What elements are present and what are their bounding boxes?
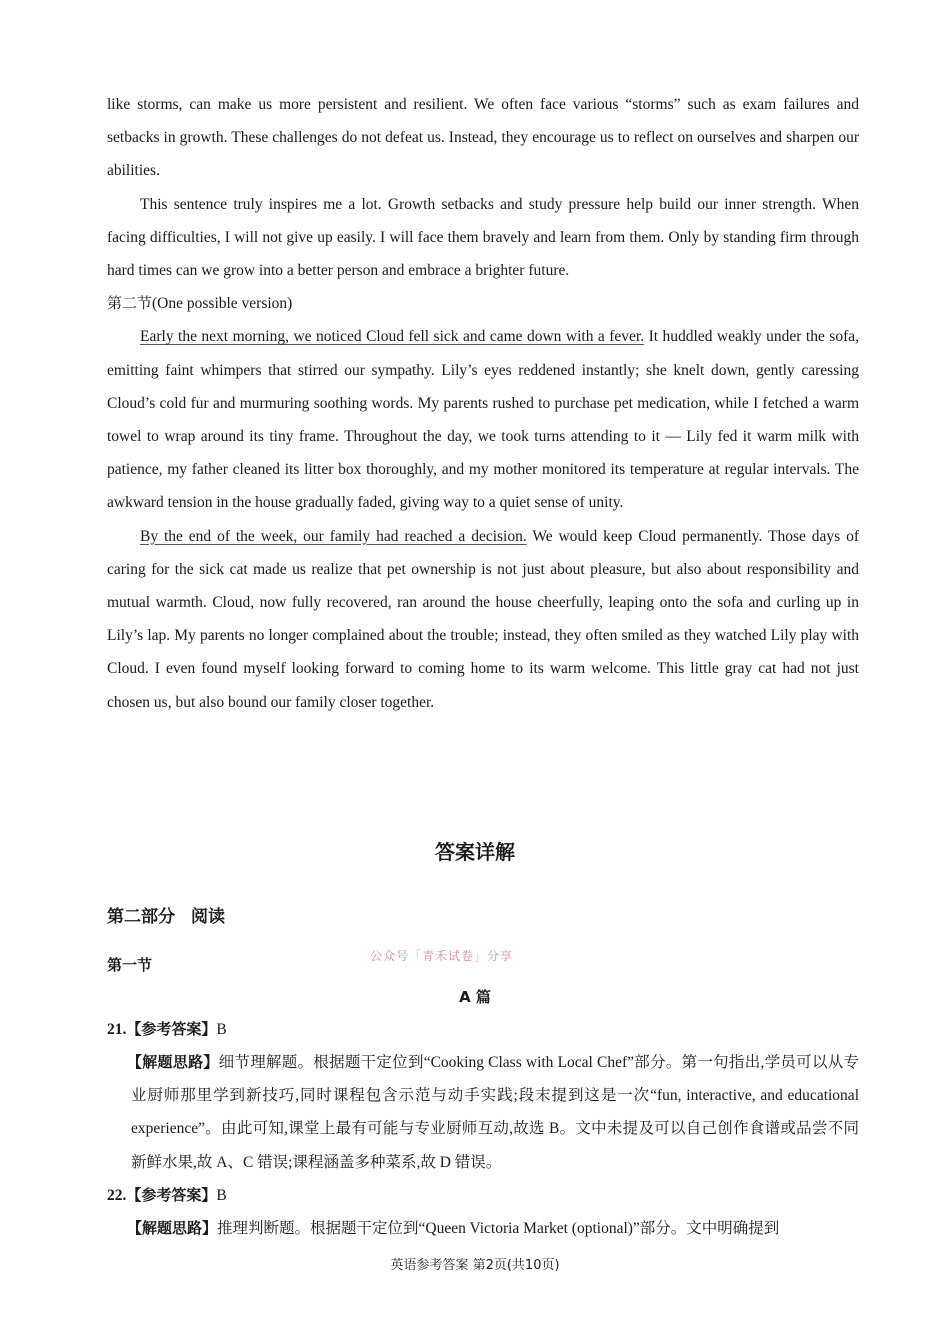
q22-number: 22. (107, 1187, 127, 1204)
q21-explanation (127, 1046, 859, 1179)
q21-answer: B (216, 1021, 227, 1038)
q21-number: 21. (107, 1021, 127, 1038)
answers-title: 答案详解 (435, 840, 515, 864)
part-name: 阅读 (191, 907, 225, 927)
given-opening-sentence-1: Early the next morning, we noticed Cloud fell sick and came down with a fever. (140, 328, 645, 346)
q22-answer: B (216, 1187, 227, 1204)
continuation-text-2: We would keep Cloud permanently. Those days of caring for the sick cat made us realize that pet ownership is not just about pleasure, but also about responsibility and mutual warmth. Cloud, now fully recovered, ran around the house cheerfully, leaping onto the sofa and curling up in Lily’s lap. My parents no longer complained about the trouble; instead, they often smiled as they watched Lily play with Cloud. I even found myself looking forward to coming home to its warm welcome. This little gray cat had not just chosen us, but also bound our family closer together. (107, 527, 859, 711)
watermark-stamp: 公众号「青禾试卷」分享 (370, 949, 514, 963)
page-footer: 英语参考答案 第2页(共10页) (390, 1258, 560, 1273)
q22-answer-tag: 【参考答案】 (126, 1186, 217, 1204)
part-label: 第二部分 (107, 907, 175, 927)
passage-label: A 篇 (459, 988, 491, 1006)
essay-paragraph-2: This sentence truly inspires me a lot. Growth setbacks and study pressure help build our inner strength. When facing difficulties, I will not give up easily. I will face them bravely and learn from them. Only by standing firm through hard times can we grow into a better person and embrace a brighter future. (107, 195, 859, 280)
q21-explain-text: 细节理解题。根据题干定位到“Cooking Class with Local Chef”部分。第一句指出,学员可以从专业厨师那里学到新技巧,同时课程包含示范与动手实践;段末提到这是一次“fun, interactive, and educational experience”。由此可知,课堂上最有可能与专业厨师互动,故选 B。文中未提及可以自己创作食谱或品尝不同新鲜水果,故 A、C 错误;课程涵盖多种菜系,故 D 错误。 (131, 1054, 859, 1171)
given-opening-sentence-2: By the end of the week, our family had reached a decision. (140, 527, 527, 545)
section2-heading (107, 287, 859, 320)
continuation-text-1: It huddled weakly under the sofa, emitting faint whimpers that stirred our sympathy. Lily’s eyes reddened instantly; she knelt down, gently caressing Cloud’s cold fur and murmuring soothing words. My parents rushed to purchase pet medication, while I fetched a warm towel to wrap around its tiny frame. Throughout the day, we took turns attending to it — Lily fed it warm milk with patience, my father cleaned its litter box thoroughly, and my mother monitored its temperature at regular intervals. The awkward tension in the house gradually faded, giving way to a quiet sense of unity. (107, 328, 860, 512)
q22-explain-text: 推理判断题。根据题干定位到“Queen Victoria Market (optional)”部分。文中明确提到 (217, 1220, 780, 1237)
q22-answer-line (107, 1184, 227, 1205)
q21-answer-line (107, 1018, 227, 1039)
section1-heading: 第一节 (107, 956, 153, 974)
essay-paragraph-1: like storms, can make us more persistent and resilient. We often face various “storms” such as exam failures and setbacks in growth. These challenges do not defeat us. Instead, they encourage us to reflect on ourselves and sharpen our abilities. (107, 96, 859, 180)
continuation-paragraph-2 (107, 520, 859, 719)
q22-explain-tag: 【解题思路】 (127, 1219, 218, 1237)
q21-explain-tag: 【解题思路】 (127, 1053, 219, 1071)
essay-continued (107, 88, 859, 719)
section2-label: 第二节 (107, 294, 153, 313)
section2-note: (One possible version) (152, 295, 293, 313)
part-heading (107, 902, 225, 927)
q22-explanation (127, 1212, 859, 1245)
continuation-paragraph-1 (107, 320, 859, 519)
q21-answer-tag: 【参考答案】 (126, 1020, 217, 1038)
